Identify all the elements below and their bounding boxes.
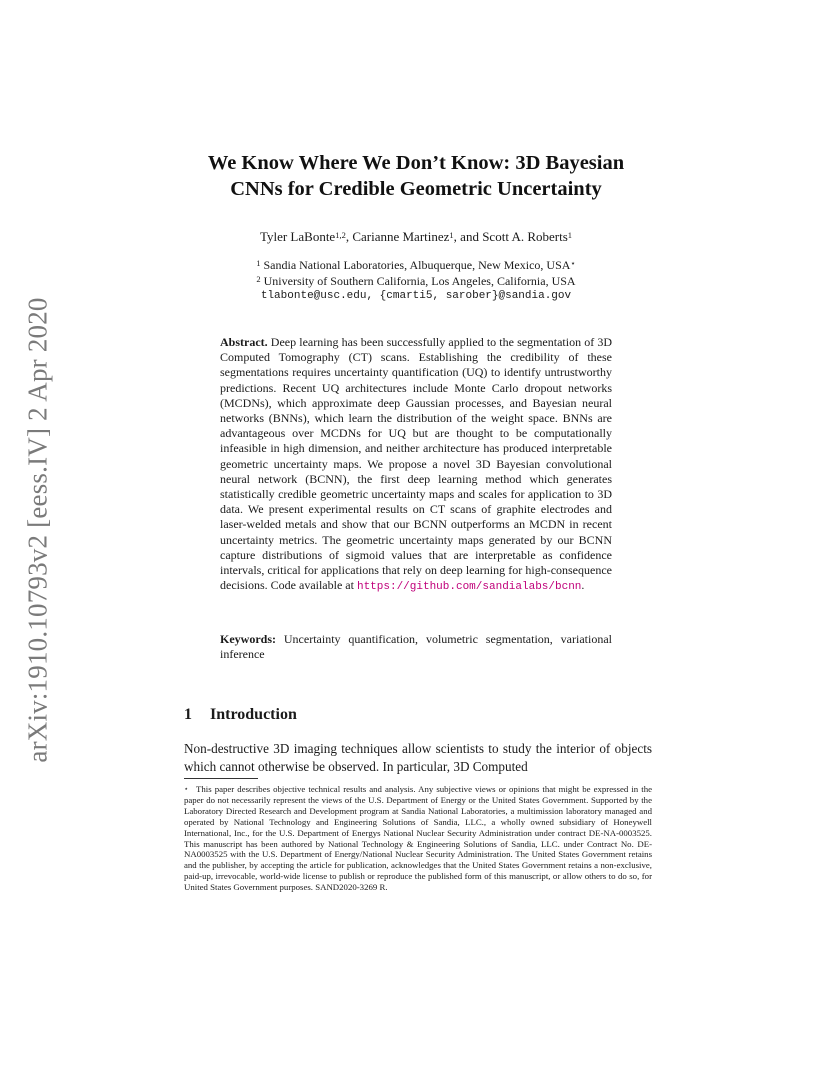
author-affiliation-mark: 1,2 — [335, 230, 346, 240]
section-title: Introduction — [210, 706, 297, 723]
footnote-rule — [184, 778, 258, 779]
author-emails: tlabonte@usc.edu, {cmarti5, sarober}@sandia.gov — [260, 290, 572, 302]
abstract-label: Abstract. — [220, 335, 268, 349]
keywords — [220, 632, 612, 662]
author-affiliation-mark: 1 — [567, 230, 573, 240]
keywords-text: Uncertainty quantification, volumetric segmentation, variational inference — [220, 632, 612, 662]
author-name: Tyler LaBonte — [259, 229, 336, 244]
affiliation-text: Sandia National Laboratories, Albuquerque, New Mexico, USA — [260, 258, 571, 272]
footnote — [184, 784, 652, 893]
author-affiliation-mark: 1 — [449, 230, 454, 240]
affiliation-2 — [150, 274, 682, 290]
author-name: Carianne Martinez — [352, 229, 450, 244]
author-list — [150, 228, 682, 246]
affiliation-number: 1 — [256, 258, 261, 268]
author-name: Scott A. Roberts — [482, 229, 568, 244]
keywords-label: Keywords: — [220, 632, 276, 646]
paper-title — [150, 150, 682, 202]
intro-paragraph: Non-destructive 3D imaging techniques allow scientists to study the interior of objects which cannot otherwise be observed. In particular, 3D Computed — [184, 741, 652, 774]
abstract-text: Deep learning has been successfully applied to the segmentation of 3D Computed Tomography (CT) scans. Establishing the credibility of these segmentations requires uncertainty quantification (UQ) to identify untrustworthy predictions. Recent UQ architectures include Monte Carlo dropout networks (MCDNs), which approximate deep Gaussian processes, and Bayesian neural networks (BNNs), which learn the distribution of the weight space. BNNs are advantageous over MCDNs for UQ but are thought to be computationally infeasible in high dimension, and neither architecture has produced interpretable geometric uncertainty maps. We propose a novel 3D Bayesian convolutional neural network (BCNN), the first deep learning method which generates statistically credible geometric uncertainty maps and scales for application to 3D data. We present experimental results on CT scans of graphite electrodes and laser-welded metals and show that our BCNN outperforms an MCDN in recent uncertainty metrics. The geometric uncertainty maps generated by our BCNN capture distributions of sigmoid values that are interpretable as confidence intervals, critical for applications that rely on deep learning for high-consequence decisions. Code available at — [220, 335, 612, 593]
affiliations — [150, 258, 682, 305]
affiliation-text: University of Southern California, Los Angeles, California, USA — [260, 273, 576, 288]
abstract-end: . — [581, 578, 585, 593]
arxiv-identifier: arXiv:1910.10793v2 [eess.IV] 2 Apr 2020 — [22, 297, 53, 763]
footnote-mark: ⋆ — [570, 258, 576, 268]
section-number: 1 — [184, 706, 192, 723]
abstract — [220, 335, 612, 595]
footnote-text: This paper describes objective technical results and analysis. Any subjective views or opinions that might be expressed in the paper do not necessarily represent the views of the U.S. Department of Energy or the United States Government. Supported by the Laboratory Directed Research and Development program at Sandia National Laboratories, a multimission laboratory managed and operated by National Technology and Engineering Solutions of Sandia, LLC., a wholly owned subsidiary of Honeywell International, Inc., for the U.S. Department of Energys National Nuclear Security Administration under contract DE-NA-0003525. This manuscript has been authored by National Technology & Engineering Solutions of Sandia, LLC. under Contract No. DE-NA0003525 with the U.S. Department of Energy/National Nuclear Security Administration. The United States Government retains and the publisher, by accepting the article for publication, acknowledges that the United States Government retains a non-exclusive, paid-up, irrevocable, world-wide license to publish or reproduce the published form of this manuscript, or allow others to do so, for United States Government purposes. SAND2020-3269 R. — [184, 784, 652, 893]
author-separator: , and — [453, 229, 483, 244]
affiliation-1 — [150, 258, 682, 274]
arxiv-side-stamp — [14, 290, 62, 770]
footnote-mark: ⋆ — [184, 785, 189, 793]
affiliation-number: 2 — [256, 273, 261, 284]
title-line-2: CNNs for Credible Geometric Uncertainty — [230, 178, 602, 200]
title-line-1: We Know Where We Don’t Know: 3D Bayesian — [207, 152, 625, 174]
code-repository-link[interactable]: https://github.com/sandialabs/bcnn — [356, 581, 582, 594]
section-heading — [184, 706, 654, 724]
author-separator: , — [345, 229, 353, 244]
